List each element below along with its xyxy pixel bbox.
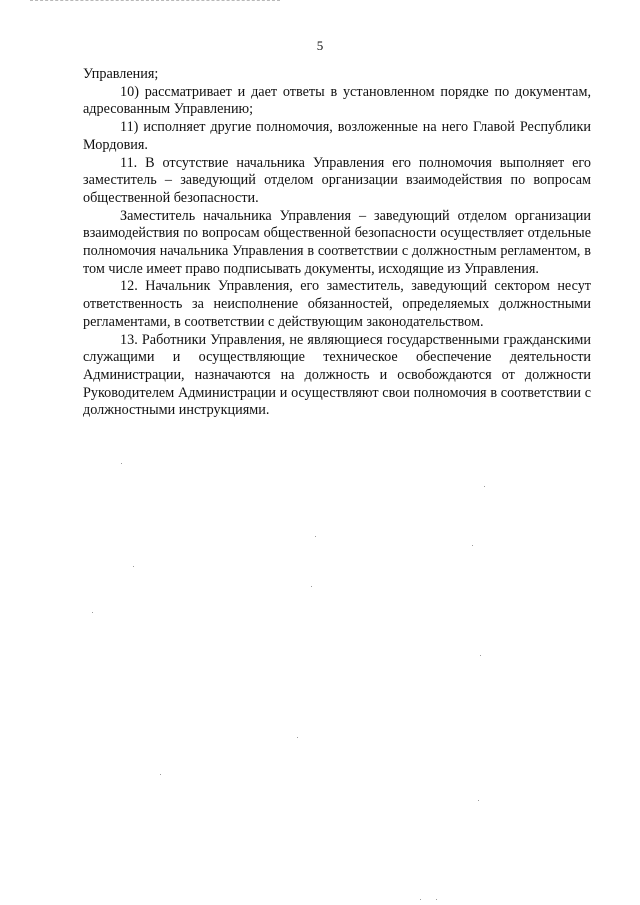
page-number: 5 [316, 38, 324, 53]
scan-speck [478, 800, 479, 801]
scan-speck [436, 899, 437, 900]
document-body [83, 66, 591, 420]
paragraph-item-10: 10) рассматривает и дает ответы в установленном порядке по документам, адресованным Управлению; [83, 83, 591, 118]
scan-speck [160, 774, 161, 775]
paragraph-deputy-powers: Заместитель начальника Управления – заведующий отделом организации взаимодействия по вопросам общественной безопасности осуществляет отдельные полномочия начальника Управления в соответствии с должностным регламентом, в том числе имеет право подписывать документы, исходящие из Управления. [83, 207, 591, 277]
paragraph-clause-12: 12. Начальник Управления, его заместитель, заведующий сектором несут ответственность за неисполнение обязанностей, определяемых должностными регламентами, в соответствии с действующим законодательством. [83, 278, 591, 330]
paragraph-item-11-sub: 11) исполняет другие полномочия, возложенные на него Главой Республики Мордовия. [83, 119, 591, 153]
scan-speck [420, 899, 421, 900]
paragraph-clause-13: 13. Работники Управления, не являющиеся государственными гражданскими служащими и осуществляющие техническое обеспечение деятельности Администрации, назначаются на должность и освобождаются от должности Руководителем Администрации и осуществляют свои полномочия в соответствии с должностными инструкциями. [83, 331, 591, 419]
scan-speck [315, 536, 316, 537]
scan-speck [121, 463, 122, 464]
scan-speck [297, 737, 298, 738]
scan-edge-mark [30, 0, 280, 2]
scan-speck [311, 586, 312, 587]
scan-speck [92, 612, 93, 613]
scan-speck [480, 655, 481, 656]
scan-speck [133, 566, 134, 567]
paragraph-continuation: Управления; [83, 66, 159, 82]
scan-speck [484, 486, 485, 487]
paragraph-clause-11: 11. В отсутствие начальника Управления его полномочия выполняет его заместитель – заведующий отделом организации взаимодействия по вопросам общественной безопасности. [83, 154, 591, 206]
scan-speck [472, 545, 473, 546]
